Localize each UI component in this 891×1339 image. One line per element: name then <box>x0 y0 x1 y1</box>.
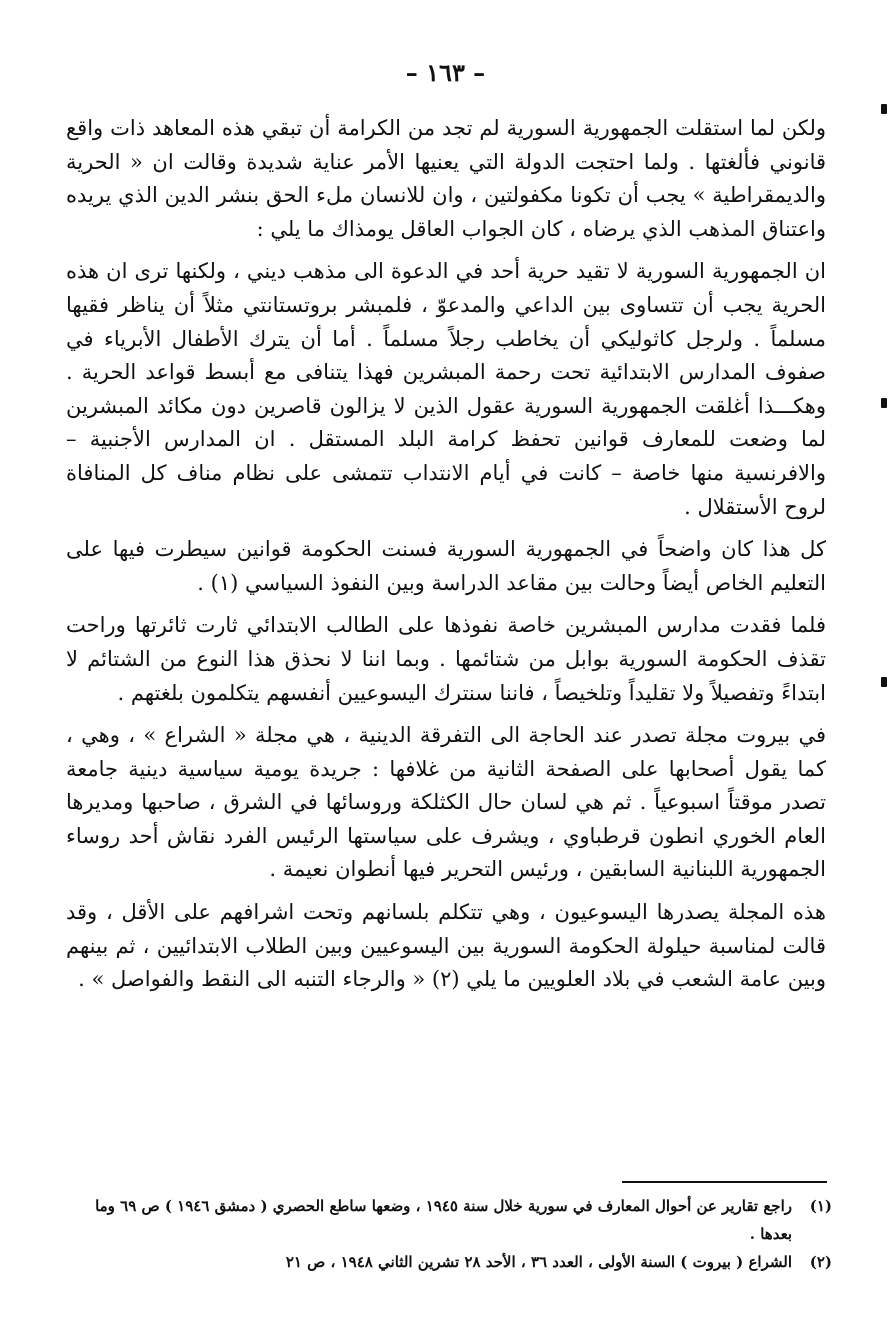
scan-mark <box>881 398 887 408</box>
footnote-divider <box>622 1181 827 1183</box>
footnote-number: (١) <box>809 1197 832 1215</box>
paragraph-6: هذه المجلة يصدرها اليسوعيون ، وهي تتكلم بلسانهم وتحت اشرافهم على الأقل ، وقد قالت لمناسبة حيلولة الحكومة السورية بين اليسوعيين وبين الطلاب الابتدائيين ، ثم بينهم وبين عامة الشعب في بلاد العلويين ما يلي (٢) « والرجاء التنبه الى النقط والفواصل » . <box>66 900 826 992</box>
paragraph-1: ولكن لما استقلت الجمهورية السورية لم تجد من الكرامة أن تبقي هذه المعاهد ذات واقع قانوني فألغتها . ولما احتجت الدولة التي يعنيها الأمر عناية شديدة وقالت ان « الحرية والديمقراطية » يجب أن تكونا مكفولتين ، وان للانسان ملء الحق بنشر الدين الذي يريده واعتناق المذهب الذي يرضاه ، كان الجواب العاقل يومذاك ما يلي : <box>66 116 826 241</box>
scan-mark <box>881 104 887 114</box>
footnote-1 <box>66 1192 832 1248</box>
paragraph-4: فلما فقدت مدارس المبشرين خاصة نفوذها على الطالب الابتدائي ثارت ثائرتها وراحت تقذف الحكومة السورية بوابل من شتائمها . وبما اننا لا نحذق هذا النوع من الشتائم لا ابتداءً وتفصيلاً ولا تقليداً وتلخيصاً ، فاننا سنترك اليسوعيين أنفسهم يتكلمون بلغتهم . <box>66 613 826 705</box>
paragraph-2: ان الجمهورية السورية لا تقيد حرية أحد في الدعوة الى مذهب ديني ، ولكنها ترى ان هذه الحرية يجب أن تتساوى بين الداعي والمدعوّ ، فلمبشر بروتستانتي مثلاً أن يناظر فقيها مسلماً . ولرجل كاثوليكي أن يخاطب رجلاً مسلماً . أما أن يترك الأطفال الأبرياء في صفوف المدارس الابتدائية تحت رحمة المبشرين فهذا يتنافى مع أبسط قواعد الحرية . وهكـــذا أغلقت الجمهورية السورية عقول الذين لا يزالون قاصرين دون مكائد المبشرين لما وضعت للمعارف قوانين تحفظ كرامة البلد المستقل . ان المدارس الأجنبية – والافرنسية منها خاصة – كانت في أيام الانتداب تتمشى على نظام مناف كل المنافاة لروح الأستقلال . <box>66 259 826 519</box>
footnotes <box>66 1192 832 1276</box>
footnote-number: (٢) <box>809 1253 832 1271</box>
scan-mark <box>881 677 887 687</box>
footnote-2 <box>66 1248 832 1276</box>
paragraph-5: في بيروت مجلة تصدر عند الحاجة الى التفرقة الدينية ، هي مجلة « الشراع » ، وهي ، كما يقول أصحابها على الصفحة الثانية من غلافها : جريدة يومية سياسية دينية جامعة تصدر موقتاً اسبوعياً . ثم هي لسان حال الكثلكة وروسائها في الشرق ، صاحبها ومديرها العام الخوري انطون قرطباوي ، ويشرف على سياستها الرئيس الفرد نقاش أحد روساء الجمهورية اللبنانية السابقين ، ورئيس التحرير فيها أنطوان نعيمة . <box>66 723 826 882</box>
footnote-text: راجع تقارير عن أحوال المعارف في سورية خلال سنة ١٩٤٥ ، وضعها ساطع الحصري ( دمشق ١٩٤٦ ) ص ٦٩ وما بعدها . <box>95 1197 792 1243</box>
page-number: – ١٦٣ – <box>405 58 486 87</box>
paragraph-3: كل هذا كان واضحاً في الجمهورية السورية فسنت الحكومة قوانين سيطرت فيها على التعليم الخاص أيضاً وحالت بين مقاعد الدراسة وبين النفوذ السياسي (١) . <box>66 537 826 595</box>
body-text <box>66 112 826 1006</box>
footnote-text: الشراع ( بيروت ) السنة الأولى ، العدد ٣٦ ، الأحد ٢٨ تشرين الثاني ١٩٤٨ ، ص ٢١ <box>285 1253 792 1271</box>
